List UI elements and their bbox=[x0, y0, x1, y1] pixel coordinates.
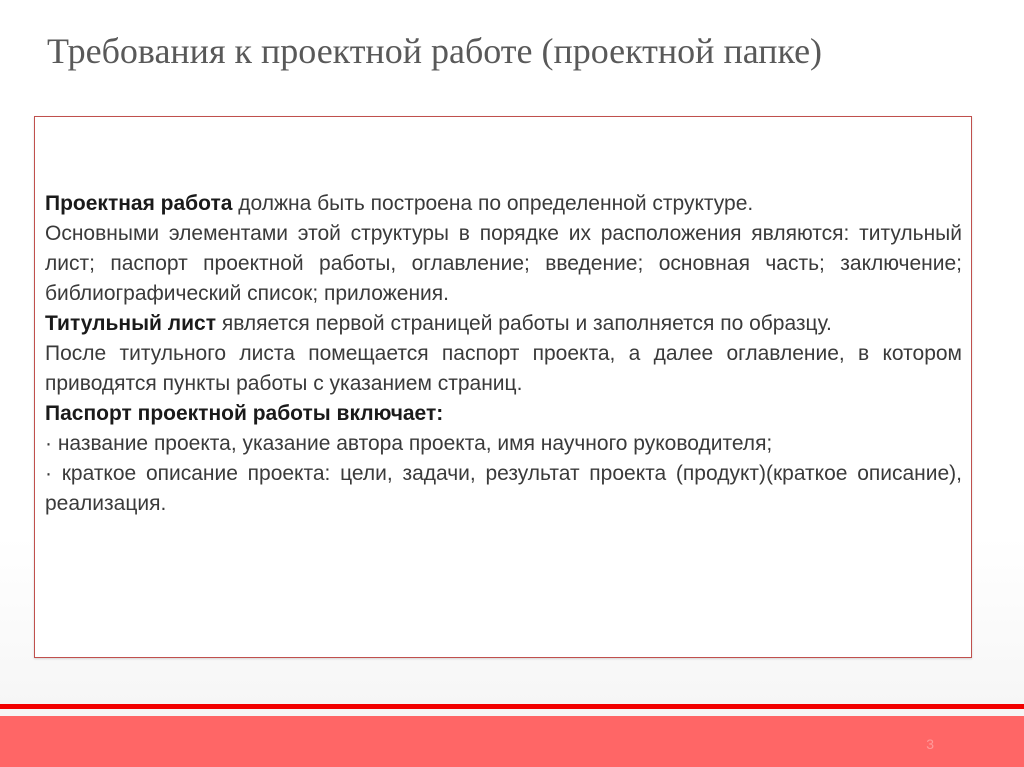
page-number: 3 bbox=[926, 736, 934, 752]
content-frame bbox=[34, 116, 972, 658]
footer-band bbox=[0, 716, 1024, 767]
paragraph-title-page bbox=[45, 309, 962, 339]
term-project-work: Проектная работа bbox=[45, 192, 233, 215]
paragraph-structure-intro bbox=[45, 189, 962, 219]
passport-heading bbox=[45, 399, 962, 429]
content-body bbox=[45, 189, 962, 519]
slide-title: Требования к проектной работе (проектной папке) bbox=[47, 31, 823, 71]
passport-bullet-name: · название проекта, указание автора проекта, имя научного руководителя; bbox=[45, 432, 773, 455]
passport-heading-text: Паспорт проектной работы включает: bbox=[45, 402, 444, 425]
structure-intro-text: должна быть построена по определенной структуре. bbox=[232, 192, 754, 215]
paragraph-passport-order: После титульного листа помещается паспорт проекта, а далее оглавление, в котором приводятся пункты работы с указанием страниц. bbox=[45, 342, 962, 395]
footer-accent-line bbox=[0, 704, 1024, 709]
title-page-text: является первой страницей работы и заполняется по образцу. bbox=[215, 312, 832, 335]
passport-bullet-description: · краткое описание проекта: цели, задачи, результат проекта (продукт)(краткое описание), реализация. bbox=[45, 462, 962, 515]
term-title-page: Титульный лист bbox=[45, 312, 216, 335]
paragraph-structure-elements: Основными элементами этой структуры в порядке их расположения являются: титульный лист; паспорт проектной работы, оглавление; введение; основная часть; заключение; библиографический список; приложения. bbox=[45, 222, 962, 305]
